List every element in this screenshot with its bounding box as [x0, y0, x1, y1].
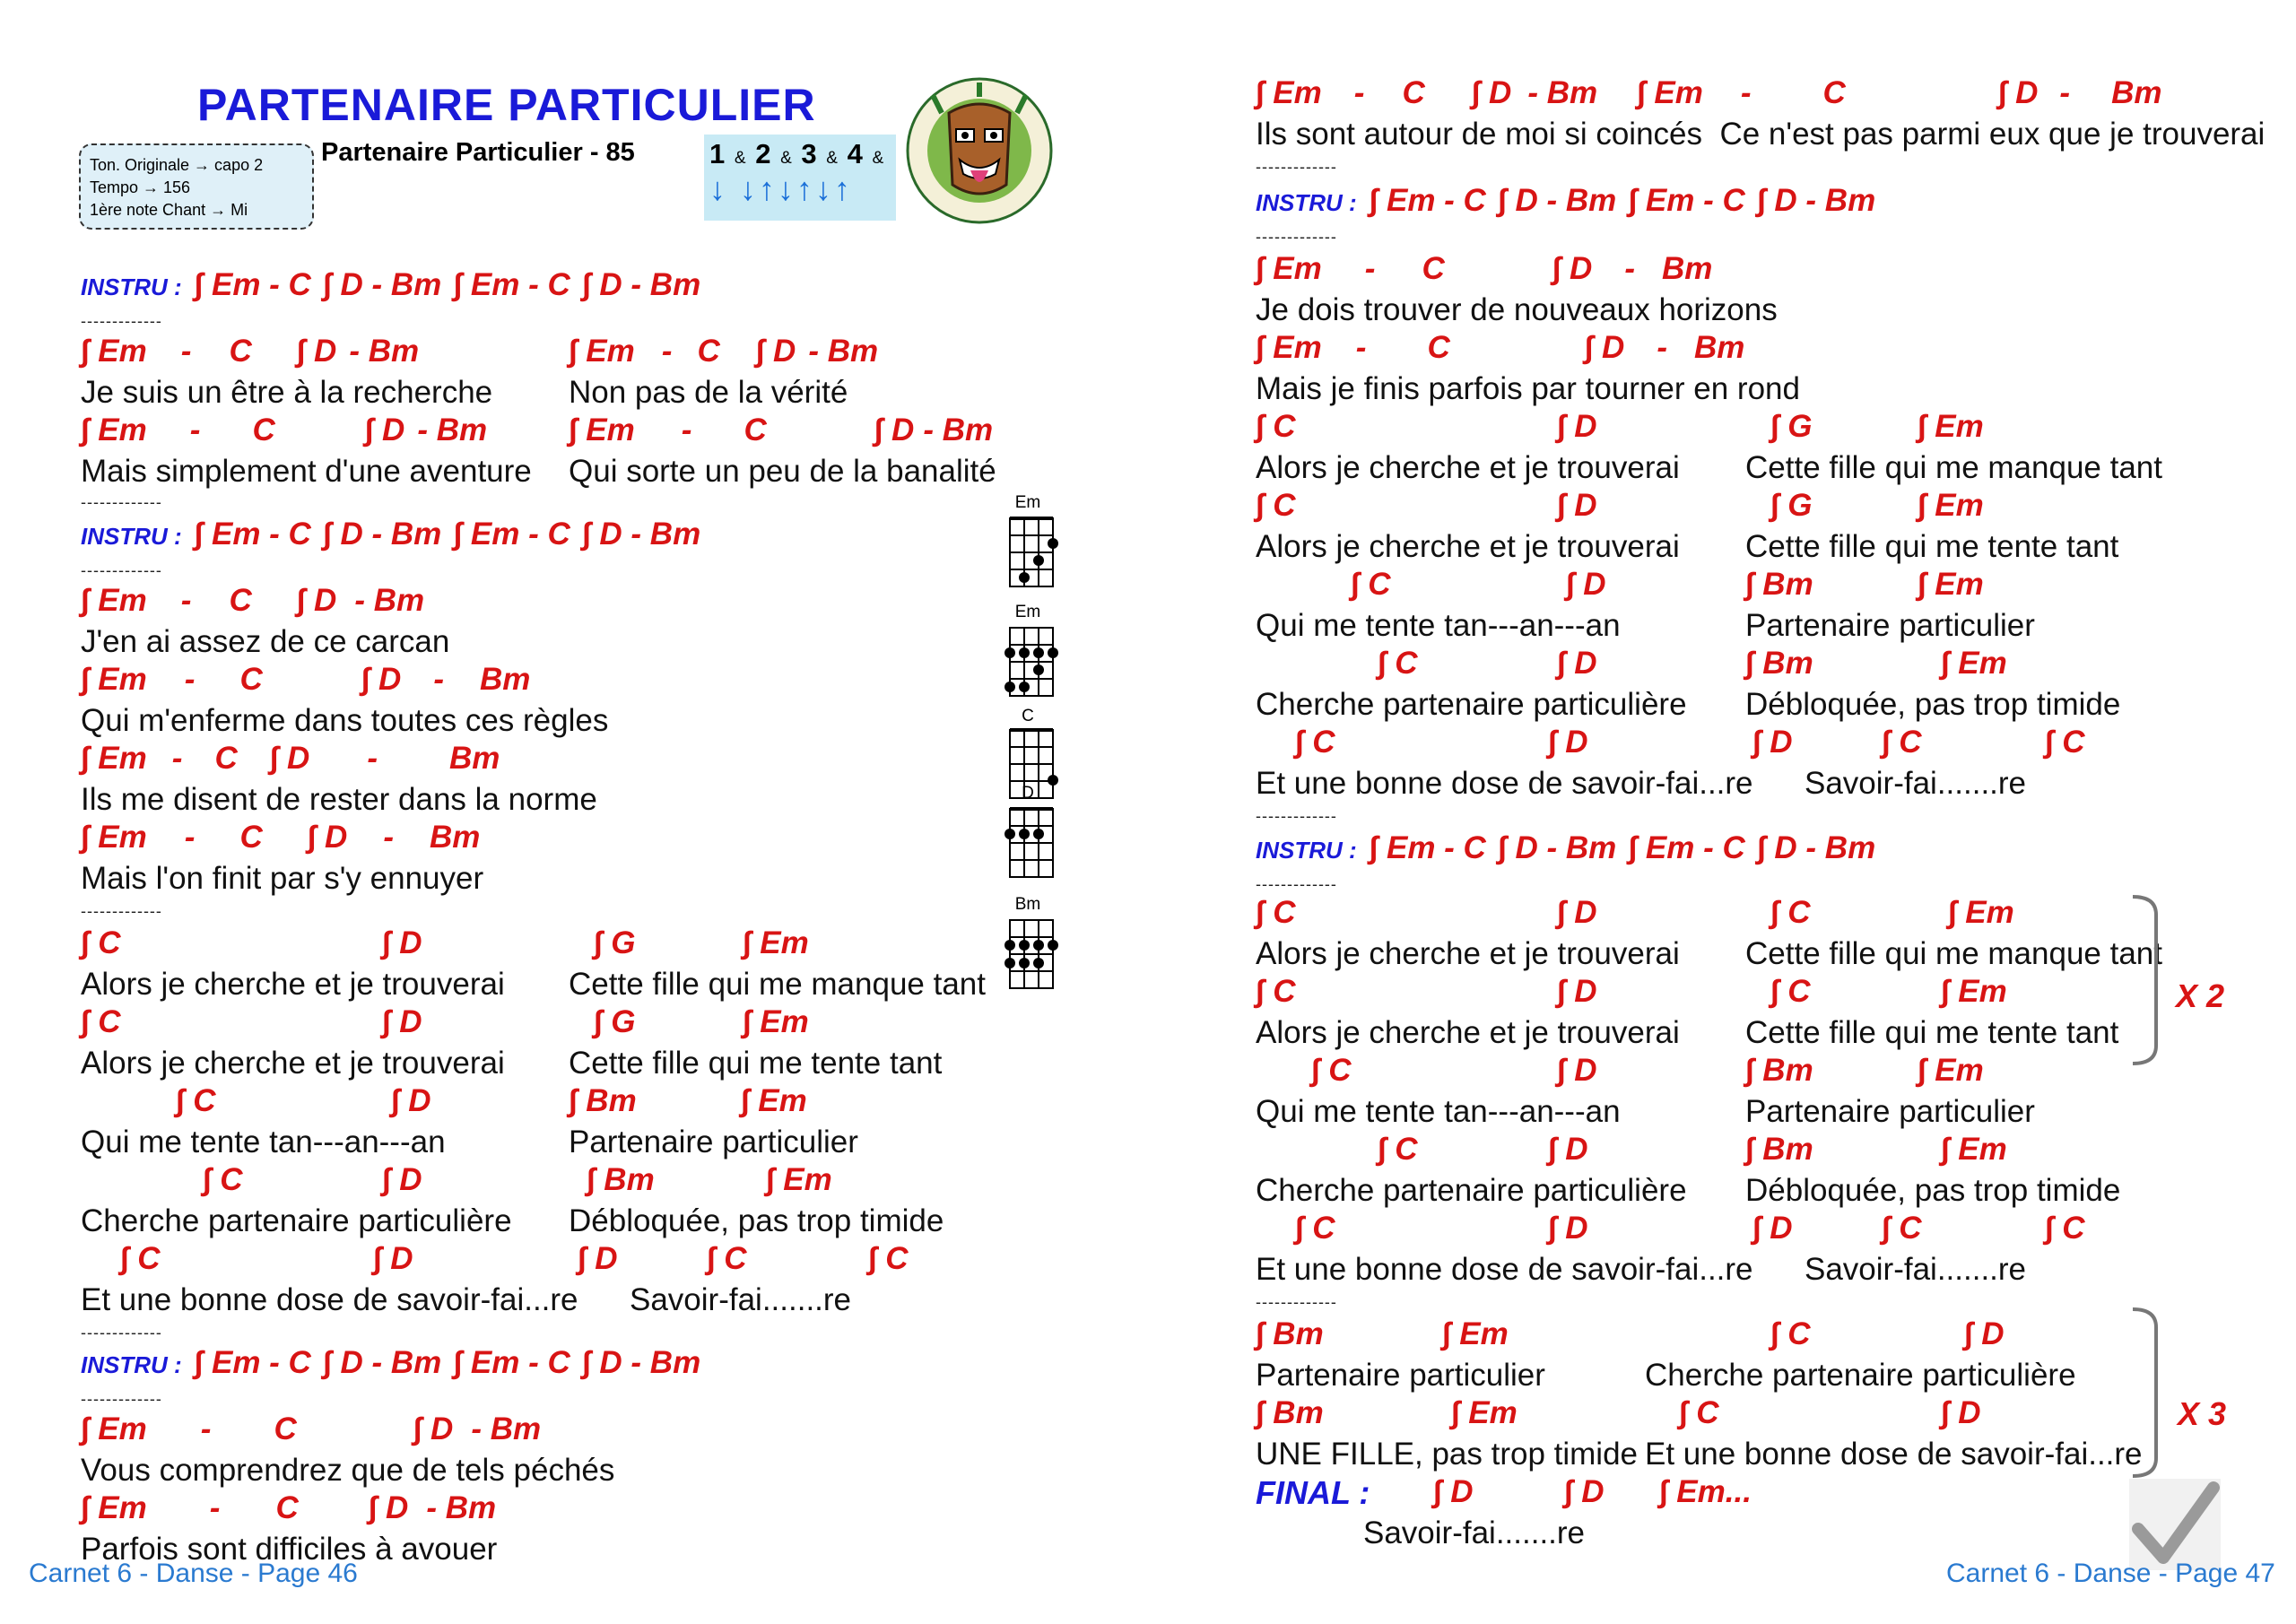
lyric-line: Qui me tente tan---an---an — [1256, 608, 1621, 643]
lyric-line: Cette fille qui me manque tant — [1745, 450, 2162, 485]
repeat-bracket-icon — [2129, 1306, 2165, 1480]
chord-line: ∫ D — [1557, 646, 1597, 681]
lyric-line: Et une bonne dose de savoir-fai...re — [1256, 766, 1753, 801]
chord-line: ∫ D — [1752, 1211, 1793, 1246]
instru-line: INSTRU : ∫ Em - C ∫ D - Bm ∫ Em - C ∫ D - Bm — [81, 267, 701, 302]
lyric-line: Mais simplement d'une aventure — [81, 454, 532, 489]
strumming-pattern — [704, 135, 896, 221]
chord-line: ∫ D — [578, 1241, 618, 1276]
lyric-line: Qui m'enferme dans toutes ces règles — [81, 703, 609, 738]
footer-left: Carnet 6 - Danse - Page 46 — [29, 1559, 358, 1588]
chord-line: ∫ C — [81, 1004, 121, 1039]
lyric-line: Et une bonne dose de savoir-fai...re — [1645, 1437, 2143, 1472]
lyric-line: Je dois trouver de nouveaux horizons — [1256, 292, 1778, 327]
lyric-line: Cette fille qui me tente tant — [1745, 529, 2119, 564]
chord-line: ∫ Em - C ∫ D - Bm — [81, 413, 488, 447]
chord-line: ∫ D — [382, 1004, 422, 1039]
chord-line: ∫ Em - C ∫ D - Bm — [569, 413, 994, 447]
chord-line: ∫ D — [1964, 1316, 2005, 1351]
chord-line: ∫ C — [1882, 725, 1922, 760]
chord-line: ∫ C — [203, 1162, 243, 1197]
diagram-label: Em — [1014, 493, 1041, 512]
chord-line: ∫ Em - C ∫ D - Bm — [1256, 330, 1745, 365]
chord-line: ∫ D — [382, 1162, 422, 1197]
instru-line: INSTRU : ∫ Em - C ∫ D - Bm ∫ Em - C ∫ D - Bm — [1256, 830, 1876, 865]
lyric-line: Et une bonne dose de savoir-fai...re — [1256, 1252, 1753, 1287]
chord-line: ∫ D — [1941, 1395, 1981, 1430]
chord-line: ∫ Em - C ∫ D - Bm — [81, 583, 425, 618]
chord-line: ∫ D — [1557, 409, 1597, 444]
strum-arrows: ↓ ↓↑↓↑↓↑ — [709, 170, 854, 207]
chord-line: ∫ C — [1256, 895, 1296, 930]
lyric-line: Alors je cherche et je trouverai — [1256, 1015, 1680, 1050]
chord-line: ∫ C — [1256, 974, 1296, 1009]
lyric-line: Non pas de la vérité — [569, 375, 848, 410]
chord-line: ∫ Em — [743, 925, 809, 960]
chord-line: ∫ D — [1548, 1211, 1588, 1246]
chord-line: ∫ Em — [1442, 1316, 1509, 1351]
lyric-line: Débloquée, pas trop timide — [1745, 1173, 2121, 1208]
chord-diagram-em-icon — [1004, 515, 1058, 590]
chord-line: ∫ C — [1378, 1132, 1418, 1167]
lyric-line: Partenaire particulier — [1256, 1358, 1545, 1393]
separator: ------------- — [81, 561, 162, 579]
lyric-line: Cette fille qui me manque tant — [569, 967, 986, 1002]
chord-line: ∫ Bm — [587, 1162, 655, 1197]
separator: ------------- — [1256, 1293, 1337, 1311]
chord-line: ∫ Em - C ∫ D - Bm — [1256, 251, 1713, 286]
chord-line: ∫ C — [868, 1241, 909, 1276]
chord-line: ∫ Bm — [1745, 1053, 1813, 1088]
lyric-line: Partenaire particulier — [1745, 1094, 2035, 1129]
lyric-line: Et une bonne dose de savoir-fai...re — [81, 1282, 578, 1317]
lyric-line: Alors je cherche et je trouverai — [81, 1046, 505, 1081]
chord-line: ∫ C — [1295, 1211, 1335, 1246]
tiki-logo-icon — [906, 77, 1053, 224]
lyric-line: Je suis un être à la recherche — [81, 375, 493, 410]
lyric-line: Mais je finis parfois par tourner en rond — [1256, 371, 1800, 406]
chord-line: ∫ Em - C ∫ D - Bm — [81, 741, 500, 776]
chord-line: ∫ Bm — [1745, 567, 1813, 602]
chord-line: ∫ C — [1311, 1053, 1352, 1088]
diagram-label: D — [1022, 784, 1034, 803]
lyric-line: Débloquée, pas trop timide — [569, 1203, 944, 1238]
instru-line: INSTRU : ∫ Em - C ∫ D - Bm ∫ Em - C ∫ D - Bm — [81, 517, 701, 551]
chord-line: ∫ Em — [743, 1004, 809, 1039]
lyric-line: Cherche partenaire particulière — [1256, 687, 1687, 722]
chord-line: ∫ G — [594, 1004, 636, 1039]
chord-line: ∫ D — [1557, 1053, 1597, 1088]
chord-line: ∫ Em — [1918, 1053, 1984, 1088]
lyric-line: Alors je cherche et je trouverai — [81, 967, 505, 1002]
chord-line: ∫ Em — [1451, 1395, 1518, 1430]
separator: ------------- — [1256, 228, 1337, 246]
chord-line: ∫ C — [81, 925, 121, 960]
chord-line: ∫ Em — [1918, 567, 1984, 602]
chord-line: ∫ C — [176, 1083, 216, 1118]
lyric-line: Cherche partenaire particulière — [1256, 1173, 1687, 1208]
chord-line: ∫ G — [1770, 488, 1813, 523]
chord-line: ∫ D — [1566, 567, 1606, 602]
lyric-line: Parfois sont difficiles à avouer — [81, 1532, 498, 1567]
chord-line: ∫ C — [1256, 488, 1296, 523]
lyric-line: Alors je cherche et je trouverai — [1256, 450, 1680, 485]
lyric-line: Ils me disent de rester dans la norme — [81, 782, 597, 817]
chord-line: ∫ Em — [741, 1083, 807, 1118]
instru-line: INSTRU : ∫ Em - C ∫ D - Bm ∫ Em - C ∫ D - Bm — [1256, 183, 1876, 218]
separator: ------------- — [81, 493, 162, 511]
chord-line: ∫ G — [1770, 409, 1813, 444]
chord-line: ∫ Bm — [1745, 646, 1813, 681]
chord-line: ∫ C — [1770, 974, 1811, 1009]
lyric-line: Cette fille qui me tente tant — [1745, 1015, 2119, 1050]
chord-line: ∫ Em - C ∫ D - Bm — [81, 662, 531, 697]
lyric-line: Cette fille qui me manque tant — [1745, 936, 2162, 971]
chord-line: ∫ C — [1256, 409, 1296, 444]
chord-line: ∫ Bm — [1256, 1395, 1324, 1430]
separator: ------------- — [81, 312, 162, 330]
repeat-bracket-icon — [2129, 893, 2165, 1067]
chord-line: ∫ Em — [1941, 646, 2007, 681]
chord-line: ∫ Bm — [1256, 1316, 1324, 1351]
final-line: FINAL : — [1256, 1474, 1370, 1511]
separator: ------------- — [81, 1390, 162, 1408]
diagram-label: C — [1022, 707, 1034, 725]
diagram-label: Bm — [1014, 895, 1041, 914]
chord-line: ∫ Em - C ∫ D - Bm — [81, 1490, 497, 1525]
lyric-line: Alors je cherche et je trouverai — [1256, 936, 1680, 971]
song-subtitle: Partenaire Particulier - 85 — [321, 138, 635, 167]
lyric-line: Savoir-fai.......re — [630, 1282, 852, 1317]
chord-line: ∫ Em - C ∫ D - Bm — [81, 334, 420, 369]
lyric-line: Savoir-fai.......re — [1805, 766, 2027, 801]
lyric-line: Qui me tente tan---an---an — [81, 1125, 446, 1159]
chord-line: ∫ D — [1548, 1132, 1588, 1167]
chord-line: ∫ Em — [1918, 488, 1984, 523]
chord-line: ∫ Em — [1918, 409, 1984, 444]
chord-line: ∫ D — [382, 925, 422, 960]
lyric-line: Mais l'on finit par s'y ennuyer — [81, 861, 484, 896]
chord-line: ∫ D — [373, 1241, 413, 1276]
chord-diagram-bm-icon — [1004, 916, 1058, 997]
chord-line: ∫ D — [1557, 488, 1597, 523]
footer-right: Carnet 6 - Danse - Page 47 — [1946, 1559, 2275, 1588]
chord-line: ∫ C — [120, 1241, 161, 1276]
lyric-line: Qui me tente tan---an---an — [1256, 1094, 1621, 1129]
chord-line: ∫ C — [1770, 895, 1811, 930]
info-box — [79, 143, 314, 230]
chord-line: ∫ Em... — [1659, 1474, 1752, 1509]
chord-line: ∫ Em - C ∫ D - Bm — [569, 334, 879, 369]
chord-line: ∫ C — [1882, 1211, 1922, 1246]
chord-line: ∫ D — [1564, 1474, 1605, 1509]
lyric-line: Partenaire particulier — [569, 1125, 858, 1159]
separator: ------------- — [1256, 158, 1337, 176]
lyric-line: UNE FILLE, pas trop timide — [1256, 1437, 1638, 1472]
info-tempo: Tempo → 156 — [90, 178, 191, 196]
chord-line: ∫ Em - C ∫ D - Bm ∫ Em - C ∫ D - Bm — [1256, 75, 2162, 110]
chord-line: ∫ Em - C ∫ D - Bm — [81, 1411, 542, 1446]
chord-line: ∫ C — [2045, 725, 2085, 760]
chord-line: ∫ D — [1433, 1474, 1474, 1509]
chord-line: ∫ G — [594, 925, 636, 960]
chord-line: ∫ C — [1770, 1316, 1811, 1351]
chord-line: ∫ D — [1548, 725, 1588, 760]
separator: ------------- — [81, 902, 162, 920]
chord-line: ∫ Em - C ∫ D - Bm — [81, 820, 481, 855]
lyric-line: J'en ai assez de ce carcan — [81, 624, 450, 659]
lyric-line: Débloquée, pas trop timide — [1745, 687, 2121, 722]
chord-line: ∫ Em — [1941, 1132, 2007, 1167]
lyric-line: Cherche partenaire particulière — [81, 1203, 512, 1238]
separator: ------------- — [81, 1324, 162, 1342]
lyric-line: Savoir-fai.......re — [1363, 1515, 1586, 1550]
info-original-key: Ton. Originale → capo 2 — [90, 156, 264, 174]
lyric-line: Vous comprendrez que de tels péchés — [81, 1453, 615, 1488]
chord-line: ∫ Em — [766, 1162, 832, 1197]
separator: ------------- — [1256, 807, 1337, 825]
repeat-x2-label: X 2 — [2176, 977, 2225, 1014]
repeat-x3-label: X 3 — [2178, 1395, 2227, 1432]
chord-line: ∫ C — [707, 1241, 747, 1276]
chord-line: ∫ D — [391, 1083, 431, 1118]
diagram-label: Em — [1014, 603, 1041, 621]
chord-line: ∫ Bm — [569, 1083, 637, 1118]
lyric-line: Alors je cherche et je trouverai — [1256, 529, 1680, 564]
chord-line: ∫ Em — [1948, 895, 2014, 930]
chord-line: ∫ C — [1295, 725, 1335, 760]
chord-line: ∫ C — [1378, 646, 1418, 681]
chord-line: ∫ C — [1679, 1395, 1719, 1430]
chord-line: ∫ D — [1557, 974, 1597, 1009]
lyric-line: Ils sont autour de moi si coincés Ce n'est pas parmi eux que je trouverai — [1256, 117, 2266, 152]
lyric-line: Savoir-fai.......re — [1805, 1252, 2027, 1287]
chord-line: ∫ D — [1557, 895, 1597, 930]
song-title: PARTENAIRE PARTICULIER — [197, 80, 816, 130]
separator: ------------- — [1256, 875, 1337, 893]
lyric-line: Cette fille qui me tente tant — [569, 1046, 943, 1081]
chord-diagram-em-alt-icon — [1004, 624, 1058, 699]
chord-line: ∫ C — [2045, 1211, 2085, 1246]
info-first-note: 1ère note Chant → Mi — [90, 201, 248, 219]
chord-line: ∫ Bm — [1745, 1132, 1813, 1167]
lyric-line: Cherche partenaire particulière — [1645, 1358, 2076, 1393]
lyric-line: Qui sorte un peu de la banalité — [569, 454, 996, 489]
chord-diagram-d-icon — [1004, 805, 1058, 881]
chord-line: ∫ Em — [1941, 974, 2007, 1009]
lyric-line: Partenaire particulier — [1745, 608, 2035, 643]
chord-line: ∫ C — [1351, 567, 1391, 602]
chord-line: ∫ D — [1752, 725, 1793, 760]
strum-beats: 1 & 2 & 3 & 4 & — [709, 138, 885, 169]
instru-line: INSTRU : ∫ Em - C ∫ D - Bm ∫ Em - C ∫ D - Bm — [81, 1345, 701, 1380]
